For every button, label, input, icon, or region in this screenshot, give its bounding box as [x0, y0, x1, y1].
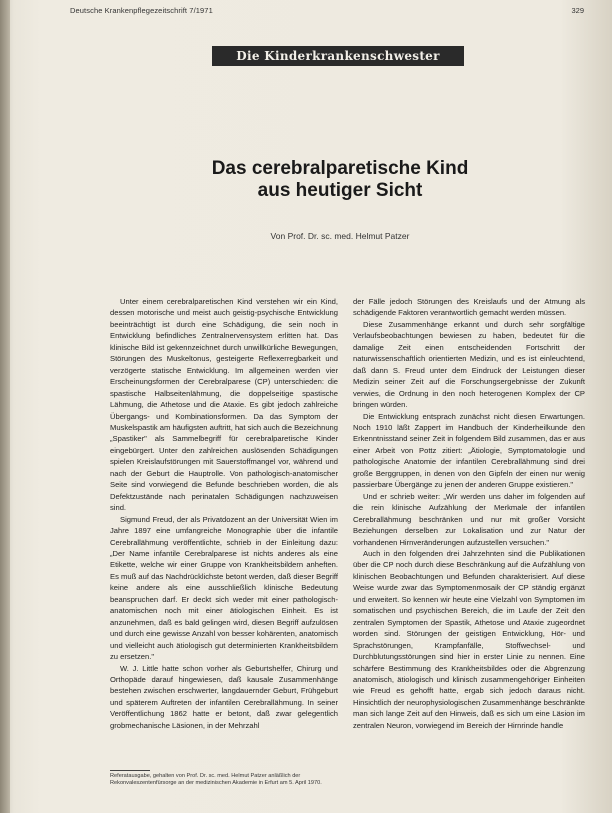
binding-gutter: [0, 0, 10, 813]
article-author: Von Prof. Dr. sc. med. Helmut Patzer: [270, 231, 410, 241]
paragraph: W. J. Little hatte schon vorher als Geburtshelfer, Chirurg und Orthopäde darauf hingewiesen, daß kausale Zusammenhänge bestehen zwischen erschwerter, langdauernder Geburt, Frühgeburt und späterem Auftreten der infantilen Cerebrallähmung. In seiner Veröffentlichung 1862 hatte er betont, daß zwar gelegentlich grobmechanische Läsionen, in der Mehrzahl: [110, 663, 338, 730]
paragraph: Unter einem cerebralparetischen Kind verstehen wir ein Kind, dessen motorische und meist auch geistig-psychische Entwicklung beeinträchtigt ist durch eine Schädigung, die sein noch in Entwicklung befindliches Zentralnervensystem erlitten hat. Das klinische Bild ist gekennzeichnet durch unwillkürliche Bewegungen, Störungen des Muskeltonus, gesteigerte Reflexerregbarkeit und verzögerte statische Entwicklung. Im allgemeinen werden vier Erscheinungsformen der Cerebralparese (CP) unterschieden: die spastische Halbseitenlähmung, die doppelseitige spastische Lähmung, die Athetose und die Ataxie. Es gibt jedoch zahlreiche Übergangs- und Kombinationsformen. Da das Symptom der Muskelspastik am häufigsten auftritt, hat sich auch die Bezeichnung „Spastiker" als Sammelbegriff für cerebralparetische Kinder eingebürgert. Unter den zahlreichen auslösenden Schädigungen spielen Kreislaufstörungen mit Sauerstoffmangel vor, während und nach der Geburt die Hauptrolle. Von pathologisch-anatomischer Seite sind vorwiegend die Befunde beschrieben worden, die als Defektzustände nach perinatalen Schädigungen nachzuweisen sind.: [110, 297, 338, 513]
section-banner: Die Kinderkrankenschwester: [212, 46, 464, 66]
article-title-line-1: Das cerebralparetische Kind: [211, 158, 469, 179]
right-column: [353, 296, 585, 731]
footnote: Referatausgabe, gehalten von Prof. Dr. sc. med. Helmut Patzer anläßlich der Rekonvaleszentenfürsorge an der medizinischen Akademie in Erfurt am 5. April 1970.: [110, 773, 322, 786]
page-number: 329: [571, 6, 584, 15]
paragraph: der Fälle jedoch Störungen des Kreislaufs und der Atmung als schädigende Faktoren verantwortlich gemacht werden müssen.: [353, 297, 585, 318]
footnote-rule: [110, 770, 150, 771]
paragraph: Diese Zusammenhänge erkannt und durch sehr sorgfältige Verlaufsbeobachtungen bewiesen zu haben, bedeutet für die damalige Zeit einen entscheidenden Fortschritt der naturwissenschaftlich orientierten Medizin, und es ist einleuchtend, daß dann S. Freud unter dem Eindruck der Leistungen dieser Medizin seiner Zeit auf die Forschungsergebnisse der Zukunft verwies, die Ordnung in den noch heterogenen Komplex der CP bringen würden.: [353, 319, 585, 410]
paragraph: Sigmund Freud, der als Privatdozent an der Universität Wien im Jahre 1897 eine umfangreiche Monographie über die infantile Cerebrallähmung veröffentlichte, schrieb in der Einleitung dazu: „Der Name infantile Cerebralparese ist nichts anderes als eine Etikette, welche wir einer Gruppe von Krankheitsbildern anheften. Es muß auf das Nachdrücklichste betont werden, daß dieser Begriff keine andere als eine ausschließlich klinische Bedeutung beanspruchen darf. Er deckt sich weder mit einer pathologisch-anatomischen noch mit einer ätiologischen Einheit. Es ist anzunehmen, daß es bald gelingen wird, diesen Begriff aufzulösen und durch eine gewisse Anzahl von besser kohärenten, anatomisch und vielleicht auch ätiologisch gut determinierten Krankheitsbildern zu ersetzen.": [110, 514, 338, 662]
running-head: Deutsche Krankenpflegezeitschrift 7/1971: [70, 6, 213, 15]
paragraph: Und er schrieb weiter: „Wir werden uns daher im folgenden auf die rein klinische Aufzählung der Merkmale der infantilen Cerebrallähmung beschränken und nur mit großer Vorsicht Beziehungen derselben zur Lokalisation und zur Natur der vorhandenen Hirnveränderungen aufzustellen versuchen.": [353, 491, 585, 547]
paragraph: Die Entwicklung entsprach zunächst nicht diesen Erwartungen. Noch 1910 läßt Zappert im Handbuch der Kinderheilkunde den Erkenntnisstand seiner Zeit in folgendem Bild zusammen, das er aus einer Arbeit von Pottz zitiert: „Ätiologie, Symptomatologie und pathologische Anatomie der infantilen Cerebrallähmung sind drei große Berggruppen, in denen von den Gipfeln der einen nur wenig passierbare Übergänge zu jenen der anderen Gruppe existieren.": [353, 411, 585, 490]
article-title-line-2: aus heutiger Sicht: [257, 180, 423, 201]
left-column: [110, 296, 338, 731]
paragraph: Auch in den folgenden drei Jahrzehnten sind die Publikationen über die CP noch durch diese Beschränkung auf die Aufzählung von klinischen Beobachtungen und Befunden charakterisiert. Auf diese Weise wurde zwar das Symptomenmosaik der CP ständig ergänzt und erweitert. So kennen wir heute eine Vielzahl von Symptomen im somatischen und psychischen Bereich, die im Laufe der Zeit den zentralen Symptomen der Spastik, Athetose und Ataxie zugeordnet worden sind. Störungen der geistigen Entwicklung, Hör- und Sprachstörungen, Krampfanfälle, Stoffwechsel- und Durchblutungsstörungen sind hier in erster Linie zu nennen. Eine schärfere Bestimmung des Krankheitsbildes oder die Abgrenzung anatomisch, ätiologisch und klinisch zusammengehöriger Einheiten wie Freud es gehofft hatte, ergab sich jedoch daraus nicht. Hinsichtlich der neurophysiologischen Zusammenhänge beschränkte man sich lange Zeit auf den Hinweis, daß es sich um eine Läsion im zentralen Neuron, vorwiegend im Bereich der Hirnrinde handle: [353, 548, 585, 730]
article-title: [150, 158, 530, 202]
